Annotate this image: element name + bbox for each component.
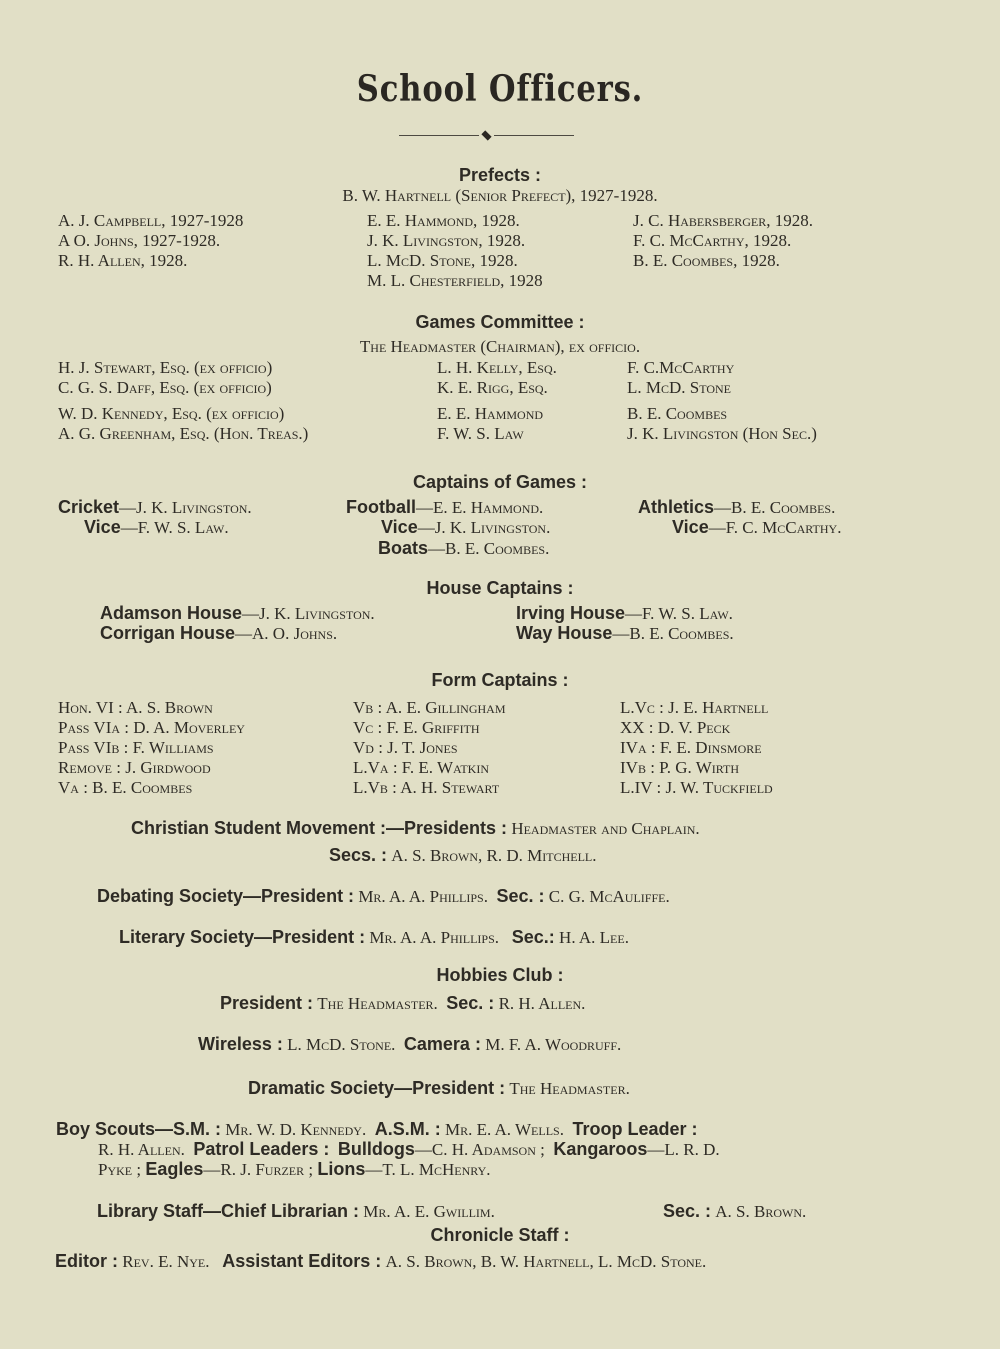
divider-right xyxy=(494,135,574,136)
games-committee-col1 xyxy=(58,358,308,444)
football-captain xyxy=(346,497,543,518)
committee-entry: W. D. Kennedy, Esq. (ex officio) xyxy=(58,404,285,423)
form-captain-entry: Vb : A. E. Gillingham xyxy=(353,698,506,717)
lions-label: Lions xyxy=(317,1159,366,1179)
prefect-entry: E. E. Hammond, 1928. xyxy=(367,211,520,230)
kangaroos-name: —L. R. D. xyxy=(647,1140,720,1159)
boats-label: Boats xyxy=(378,538,429,558)
editor-name: Rev. E. Nye. xyxy=(122,1252,210,1271)
bulldogs-name: —C. H. Adamson ; xyxy=(414,1140,545,1159)
lions-name: —T. L. McHenry. xyxy=(365,1160,491,1179)
athletics-label: Athletics xyxy=(638,497,715,517)
committee-entry: H. J. Stewart, Esq. (ex officio) xyxy=(58,358,273,377)
hobbies-sec-name: R. H. Allen. xyxy=(498,994,586,1013)
house-label: Adamson House xyxy=(100,603,243,623)
scoutmaster-name: Mr. W. D. Kennedy. xyxy=(225,1120,367,1139)
committee-entry: F. W. S. Law xyxy=(437,424,524,443)
chronicle-staff-heading: Chronicle Staff : xyxy=(430,1225,570,1245)
athletics-captain xyxy=(638,497,835,518)
committee-entry: K. E. Rigg, Esq. xyxy=(437,378,548,397)
boats-captain xyxy=(378,538,549,559)
cricket-vice xyxy=(84,517,229,538)
games-committee-chairman: The Headmaster (Chairman), ex officio. xyxy=(359,337,641,356)
president-label: President : xyxy=(220,993,314,1013)
committee-entry: E. E. Hammond xyxy=(437,404,544,423)
house-captain-name: —F. W. S. Law. xyxy=(625,604,733,623)
sec-label: Sec.: xyxy=(511,927,555,947)
secs-label: Secs. : xyxy=(329,845,388,865)
csm-presidents-names: Headmaster and Chaplain. xyxy=(511,819,700,838)
committee-entry: A. G. Greenham, Esq. (Hon. Treas.) xyxy=(58,424,309,443)
games-committee-col2 xyxy=(437,358,557,444)
form-captain-entry: L.Vb : A. H. Stewart xyxy=(353,778,500,797)
form-captains-col1 xyxy=(58,698,245,798)
form-captain-entry: L.Vc : J. E. Hartnell xyxy=(620,698,769,717)
prefect-entry: M. L. Chesterfield, 1928 xyxy=(367,271,543,290)
eagles-name: —R. J. Furzer ; xyxy=(203,1160,314,1179)
form-captain-entry: Remove : J. Girdwood xyxy=(58,758,211,777)
literary-society xyxy=(119,927,629,948)
house-captain-corrigan xyxy=(100,623,337,644)
wireless-name: L. McD. Stone. xyxy=(287,1035,396,1054)
hobbies-president xyxy=(220,993,585,1014)
wireless-label: Wireless : xyxy=(198,1034,283,1054)
form-captain-entry: Pass VIb : F. Williams xyxy=(58,738,214,757)
form-captain-entry: Vd : J. T. Jones xyxy=(353,738,458,757)
troop-leader-name: R. H. Allen. xyxy=(98,1140,185,1159)
eagles-label: Eagles xyxy=(145,1159,204,1179)
asm-name: Mr. E. A. Wells. xyxy=(444,1120,564,1139)
library-staff xyxy=(97,1201,495,1222)
vice-name: —F. W. S. Law. xyxy=(120,518,229,537)
cricket-captain xyxy=(58,497,252,518)
form-captain-entry: IVa : F. E. Dinsmore xyxy=(620,738,762,757)
athletics-vice xyxy=(672,517,841,538)
hobbies-wireless-camera xyxy=(198,1034,621,1055)
prefect-entry: L. McD. Stone, 1928. xyxy=(367,251,518,270)
hobbies-club-heading: Hobbies Club : xyxy=(436,965,564,985)
debating-president: Mr. A. A. Phillips. xyxy=(358,887,488,906)
camera-label: Camera : xyxy=(403,1034,481,1054)
secs-names: A. S. Brown, R. D. Mitchell. xyxy=(391,846,597,865)
literary-sec: H. A. Lee. xyxy=(559,928,629,947)
dramatic-society xyxy=(248,1078,630,1099)
editor-label: Editor : xyxy=(55,1251,118,1271)
form-captain-entry: XX : D. V. Peck xyxy=(620,718,731,737)
vice-name: —J. K. Livingston. xyxy=(417,518,551,537)
house-label: Way House xyxy=(516,623,613,643)
csm-presidents xyxy=(131,818,700,839)
form-captain-entry: L.Va : F. E. Watkin xyxy=(353,758,490,777)
sec-label: Sec. : xyxy=(446,993,495,1013)
patrol-leaders-label: Patrol Leaders : xyxy=(193,1139,330,1159)
kangaroos-label: Kangaroos xyxy=(553,1139,648,1159)
prefect-entry: R. H. Allen, 1928. xyxy=(58,251,188,270)
cricket-name: —J. K. Livingston. xyxy=(119,498,252,517)
prefect-entry: A. J. Campbell, 1927-1928 xyxy=(58,211,244,230)
form-captain-entry: Pass VIa : D. A. Moverley xyxy=(58,718,245,737)
library-sec-name: A. S. Brown. xyxy=(715,1202,807,1221)
prefects-col2 xyxy=(367,211,543,291)
csm-label: Christian Student Movement :—Presidents : xyxy=(131,818,508,838)
form-captain-entry: L.IV : J. W. Tuckfield xyxy=(620,778,773,797)
chief-librarian-name: Mr. A. E. Gwillim. xyxy=(363,1202,495,1221)
prefect-entry: J. C. Habersberger, 1928. xyxy=(633,211,813,230)
form-captains-col3 xyxy=(620,698,773,798)
captains-of-games-heading: Captains of Games : xyxy=(412,472,588,492)
house-captain-adamson xyxy=(100,603,375,624)
vice-label: Vice xyxy=(84,517,121,537)
dramatic-label: Dramatic Society—President : xyxy=(248,1078,506,1098)
house-label: Irving House xyxy=(516,603,626,623)
bulldogs-label: Bulldogs xyxy=(337,1139,415,1159)
csm-secs xyxy=(329,845,597,866)
games-committee-col3 xyxy=(627,358,817,444)
committee-entry: F. C.McCarthy xyxy=(627,358,735,377)
assistant-editors-label: Assistant Editors : xyxy=(222,1251,382,1271)
debating-label: Debating Society—President : xyxy=(97,886,355,906)
diamond-ornament-icon xyxy=(481,130,491,140)
asm-label: A.S.M. : xyxy=(374,1119,441,1139)
scouts-line2 xyxy=(98,1139,720,1160)
vice-label: Vice xyxy=(381,517,418,537)
committee-entry: J. K. Livingston (Hon Sec.) xyxy=(627,424,817,443)
library-sec xyxy=(663,1201,806,1222)
house-label: Corrigan House xyxy=(100,623,236,643)
football-name: —E. E. Hammond. xyxy=(416,498,544,517)
sec-label: Sec. : xyxy=(496,886,545,906)
form-captains-col2 xyxy=(353,698,506,798)
page-title: School Officers. xyxy=(356,68,644,110)
scouts-line3 xyxy=(98,1159,491,1180)
cricket-label: Cricket xyxy=(58,497,120,517)
house-captain-irving xyxy=(516,603,733,624)
debating-sec: C. G. McAuliffe. xyxy=(548,887,670,906)
prefects-col3 xyxy=(633,211,813,271)
senior-prefect: B. W. Hartnell (Senior Prefect), 1927-1928. xyxy=(342,186,658,205)
hobbies-president-name: The Headmaster. xyxy=(317,994,438,1013)
debating-society xyxy=(97,886,670,907)
prefect-entry: F. C. McCarthy, 1928. xyxy=(633,231,792,250)
form-captains-heading: Form Captains : xyxy=(431,670,569,690)
committee-entry: L. McD. Stone xyxy=(627,378,732,397)
prefect-entry: A O. Johns, 1927-1928. xyxy=(58,231,221,250)
literary-label: Literary Society—President : xyxy=(119,927,366,947)
football-label: Football xyxy=(346,497,416,517)
prefects-heading: Prefects : xyxy=(458,165,542,185)
troop-leader-label: Troop Leader : xyxy=(572,1119,698,1139)
house-captain-name: —J. K. Livingston. xyxy=(242,604,375,623)
sec-label: Sec. : xyxy=(663,1201,712,1221)
house-captain-way xyxy=(516,623,734,644)
house-captains-heading: House Captains : xyxy=(426,578,574,598)
scouts-line1 xyxy=(56,1119,697,1140)
camera-name: M. F. A. Woodruff. xyxy=(485,1035,622,1054)
vice-name: —F. C. McCarthy. xyxy=(708,518,842,537)
committee-entry: B. E. Coombes xyxy=(627,404,728,423)
boats-name: —B. E. Coombes. xyxy=(428,539,550,558)
committee-entry: C. G. S. Daff, Esq. (ex officio) xyxy=(58,378,272,397)
kangaroos-name-cont: Pyke ; xyxy=(98,1160,142,1179)
prefect-entry: J. K. Livingston, 1928. xyxy=(367,231,526,250)
scouts-label: Boy Scouts—S.M. : xyxy=(56,1119,222,1139)
house-captain-name: —A. O. Johns. xyxy=(235,624,338,643)
library-label: Library Staff—Chief Librarian : xyxy=(97,1201,360,1221)
football-vice xyxy=(381,517,550,538)
form-captain-entry: IVb : P. G. Wirth xyxy=(620,758,740,777)
prefects-col1 xyxy=(58,211,243,271)
athletics-name: —B. E. Coombes. xyxy=(714,498,836,517)
house-captain-name: —B. E. Coombes. xyxy=(612,624,734,643)
chronicle-editors xyxy=(55,1251,706,1272)
vice-label: Vice xyxy=(672,517,709,537)
committee-entry: L. H. Kelly, Esq. xyxy=(437,358,557,377)
form-captain-entry: Hon. VI : A. S. Brown xyxy=(58,698,213,717)
literary-president: Mr. A. A. Phillips. xyxy=(369,928,500,947)
dramatic-president: The Headmaster. xyxy=(509,1079,630,1098)
divider-left xyxy=(399,135,479,136)
prefect-entry: B. E. Coombes, 1928. xyxy=(633,251,780,270)
games-committee-heading: Games Committee : xyxy=(415,312,585,332)
assistant-editors-names: A. S. Brown, B. W. Hartnell, L. McD. Stone. xyxy=(385,1252,707,1271)
form-captain-entry: Va : B. E. Coombes xyxy=(58,778,193,797)
form-captain-entry: Vc : F. E. Griffith xyxy=(353,718,480,737)
